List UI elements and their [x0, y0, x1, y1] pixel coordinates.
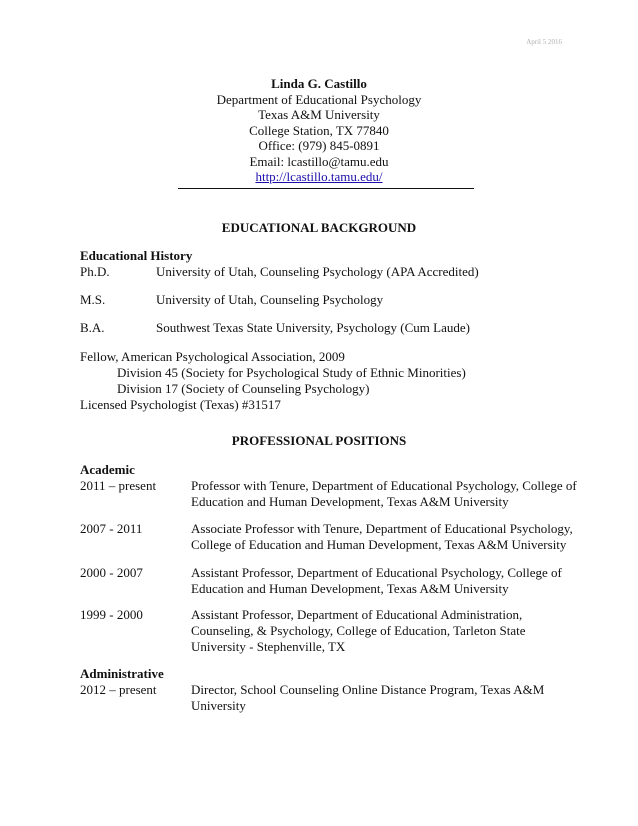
- page-date: April 5 2016: [526, 38, 562, 46]
- degree-name: M.S.: [80, 292, 106, 307]
- position-detail: Professor with Tenure, Department of Educational Psychology, College of Education and Human Development, Texas A&M University: [191, 478, 577, 509]
- homepage-link[interactable]: http://lcastillo.tamu.edu/: [255, 169, 383, 184]
- position-detail: Director, School Counseling Online Distance Program, Texas A&M University: [191, 682, 545, 713]
- position-detail: Assistant Professor, Department of Educational Psychology, College of Education and Human Development, Texas A&M University: [191, 565, 562, 596]
- degree-name: Ph.D.: [80, 264, 110, 279]
- position-dates: 2011 – present: [80, 478, 157, 493]
- division-17-line: Division 17 (Society of Counseling Psychology): [117, 381, 370, 396]
- section-title-positions: PROFESSIONAL POSITIONS: [231, 433, 407, 448]
- position-detail: Associate Professor with Tenure, Department of Educational Psychology, College of Education and Human Development, Texas A&M University: [191, 521, 573, 552]
- administrative-heading: Administrative: [80, 666, 164, 681]
- email: Email: lcastillo@tamu.edu: [249, 153, 389, 169]
- department: Department of Educational Psychology: [216, 91, 422, 107]
- city: College Station, TX 77840: [249, 122, 389, 138]
- position-dates: 1999 - 2000: [80, 607, 143, 622]
- office-phone: Office: (979) 845-0891: [258, 138, 380, 153]
- position-dates: 2007 - 2011: [80, 521, 143, 536]
- degree-name: B.A.: [80, 320, 105, 335]
- division-45-line: Division 45 (Society for Psychological Study of Ethnic Minorities): [117, 365, 466, 380]
- position-dates: 2000 - 2007: [80, 565, 143, 580]
- educational-history-heading: Educational History: [80, 248, 193, 263]
- section-title-education: EDUCATIONAL BACKGROUND: [221, 220, 417, 235]
- contact-header: [0, 76, 638, 185]
- header-divider: [178, 188, 474, 189]
- license-line: Licensed Psychologist (Texas) #31517: [80, 397, 281, 412]
- position-dates: 2012 – present: [80, 682, 157, 697]
- academic-heading: Academic: [80, 462, 135, 477]
- degree-detail: University of Utah, Counseling Psychology (APA Accredited): [156, 264, 479, 279]
- university: Texas A&M University: [258, 107, 380, 122]
- position-detail: Assistant Professor, Department of Educational Administration, Counseling, & Psychology, College of Education, Tarleton State University - Stephenville, TX: [191, 607, 526, 654]
- author-name: Linda G. Castillo: [271, 76, 367, 91]
- degree-detail: University of Utah, Counseling Psychology: [156, 292, 384, 307]
- degree-detail: Southwest Texas State University, Psychology (Cum Laude): [156, 320, 470, 335]
- fellow-line: Fellow, American Psychological Association, 2009: [80, 349, 345, 364]
